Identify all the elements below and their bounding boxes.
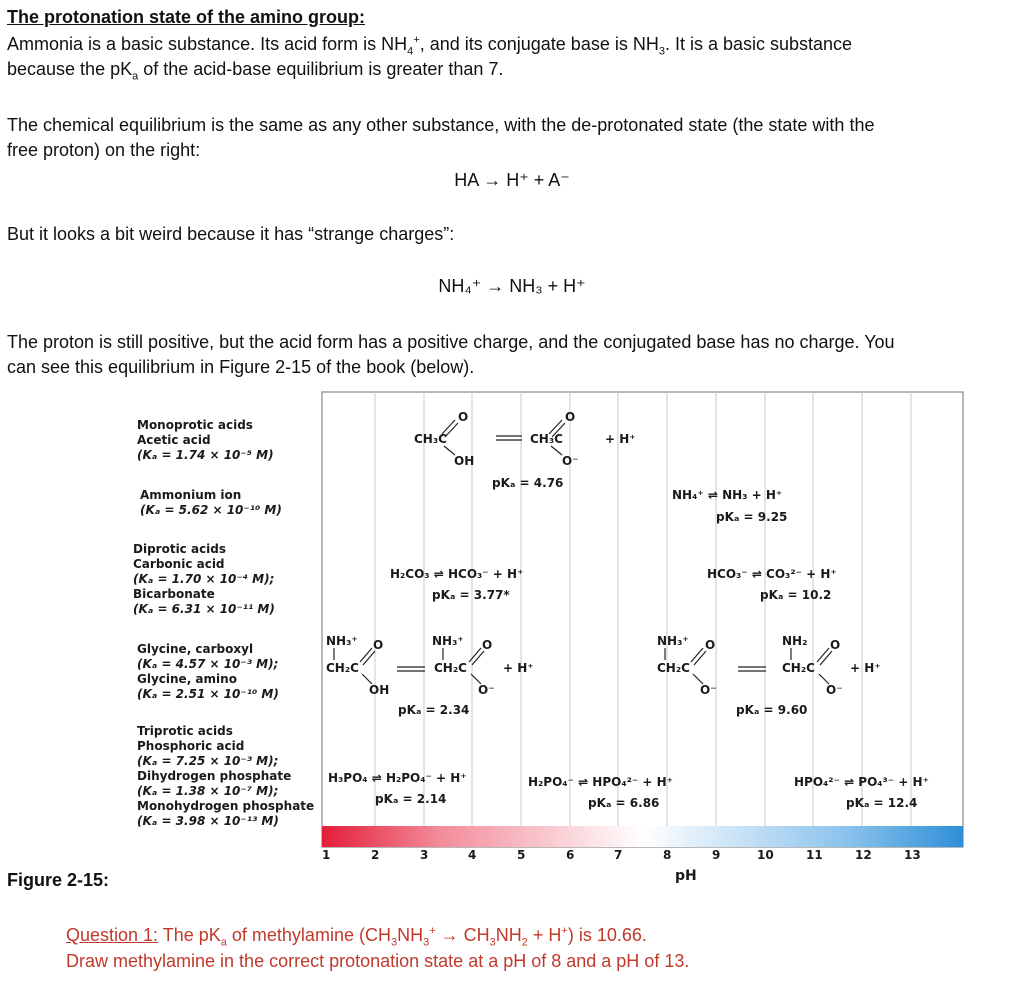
phosphoric-equation-2: H₂PO₄⁻ ⇌ HPO₄²⁻ + H⁺: [528, 775, 673, 789]
acetic-right-ch3c: CH₃C: [530, 432, 563, 446]
gly1-nh3: NH₃⁺: [326, 634, 358, 648]
acetic-right-o: O: [565, 410, 576, 424]
ph-tick: 11: [806, 848, 823, 862]
equation-ha: HA → H⁺ + A⁻: [454, 170, 570, 190]
ph-axis-label: pH: [675, 868, 697, 884]
phosphoric-equation-1: H₃PO₄ ⇌ H₂PO₄⁻ + H⁺: [328, 771, 467, 785]
gly1-ch2c: CH₂C: [326, 661, 359, 675]
ph-tick: 5: [517, 848, 526, 862]
gly-carboxyl-pka: pKₐ = 2.34: [398, 703, 470, 717]
acetic-left-o: O: [458, 410, 469, 424]
phosphoric-pka-2: pKₐ = 6.86: [588, 796, 660, 810]
bicarbonate-equation: HCO₃⁻ ⇌ CO₃²⁻ + H⁺: [707, 567, 837, 581]
ph-tick: 4: [468, 848, 477, 862]
gly3-o: O: [705, 638, 716, 652]
phosphoric-pka-3: pKₐ = 12.4: [846, 796, 918, 810]
paragraph-ammonia: Ammonia is a basic substance. Its acid form is $NH_4^+$, and its conjugate base is $NH_3$. It is a basic substance because the $pK_a$ of the acid-base equilibrium is greater than 7.: [7, 34, 853, 83]
label-ammonium: Ammonium ion (Kₐ = 5.62 × 10⁻¹⁰ M): [140, 488, 282, 517]
gly4-o: O: [830, 638, 841, 652]
label-diprotic: Diprotic acids Carbonic acid (Kₐ = 1.70 × 10⁻⁴ M); Bicarbonate (Kₐ = 6.31 × 10⁻¹¹ M): [133, 542, 275, 616]
ph-tick: 2: [371, 848, 380, 862]
gly4-ch2c: CH₂C: [782, 661, 815, 675]
ph-tick: 8: [663, 848, 672, 862]
gly2-ch2c: CH₂C: [434, 661, 467, 675]
gly2-nh3: NH₃⁺: [432, 634, 464, 648]
bicarbonate-pka: pKₐ = 10.2: [760, 588, 832, 602]
gly1-oh: OH: [369, 683, 390, 697]
question-1: Question 1: The $pK_a$ of methylamine $(CH_3NH_3^+ \to CH_3NH_2 + H^+)$ is 10.66. Draw methylamine in the correct protonation state at a pH of 8 and a pH of 13.: [66, 925, 690, 971]
ph-tick: 10: [757, 848, 774, 862]
phosphoric-pka-1: pKₐ = 2.14: [375, 792, 447, 806]
acetic-left-ch3c: CH₃C: [414, 432, 447, 446]
ammonium-pka: pKₐ = 9.25: [716, 510, 788, 524]
question-label: Question 1:: [66, 925, 159, 945]
paragraph-proton: The proton is still positive, but the acid form has a positive charge, and the conjugated base has no charge. You can see this equilibrium in Figure 2-15 of the book (below).: [7, 332, 895, 377]
label-glycine: Glycine, carboxyl (Kₐ = 4.57 × 10⁻³ M); Glycine, amino (Kₐ = 2.51 × 10⁻¹⁰ M): [137, 642, 279, 701]
gly2-o: O: [482, 638, 493, 652]
gly3-ominus: O⁻: [700, 683, 717, 697]
ph-tick: 7: [614, 848, 623, 862]
label-monoprotic: Monoprotic acids Acetic acid (Kₐ = 1.74 × 10⁻⁵ M): [137, 418, 274, 462]
gly4-ominus: O⁻: [826, 683, 843, 697]
carbonic-equation: H₂CO₃ ⇌ HCO₃⁻ + H⁺: [390, 567, 524, 581]
gly4-nh2: NH₂: [782, 634, 808, 648]
label-triprotic: Triprotic acids Phosphoric acid (Kₐ = 7.25 × 10⁻³ M); Dihydrogen phosphate (Kₐ = 1.38 × 10⁻⁷ M); Monohydrogen phosphate (Kₐ = 3.98 × 10⁻¹³ M): [137, 724, 315, 828]
paragraph-strange-charges: But it looks a bit weird because it has “strange charges”:: [7, 224, 455, 244]
ph-tick: 1: [322, 848, 331, 862]
acetic-pka: pKₐ = 4.76: [492, 476, 564, 490]
ammonium-equation: NH₄⁺ ⇌ NH₃ + H⁺: [672, 488, 783, 502]
gly4-plus-h: + H⁺: [850, 661, 881, 675]
acetic-ominus: O⁻: [562, 454, 579, 468]
acetic-plus-h: + H⁺: [605, 432, 636, 446]
gly2-plus-h: + H⁺: [503, 661, 534, 675]
equation-nh4: NH₄⁺ → NH₃ + H⁺: [438, 276, 586, 296]
figure-label: Figure 2-15:: [7, 870, 110, 890]
gly2-ominus: O⁻: [478, 683, 495, 697]
ph-tick: 9: [712, 848, 721, 862]
phosphoric-equation-3: HPO₄²⁻ ⇌ PO₄³⁻ + H⁺: [794, 775, 929, 789]
paragraph-equilibrium: The chemical equilibrium is the same as any other substance, with the de-protonated state (the state with the free proton) on the right:: [7, 115, 875, 160]
section-heading: The protonation state of the amino group:: [7, 7, 365, 27]
gly3-ch2c: CH₂C: [657, 661, 690, 675]
ph-tick: 13: [904, 848, 921, 862]
ph-tick: 12: [855, 848, 872, 862]
acetic-oh: OH: [454, 454, 475, 468]
ph-tick: 3: [420, 848, 429, 862]
carbonic-pka: pKₐ = 3.77*: [432, 588, 510, 602]
gly1-o: O: [373, 638, 384, 652]
ph-tick: 6: [566, 848, 575, 862]
gly3-nh3: NH₃⁺: [657, 634, 689, 648]
gly-amino-pka: pKₐ = 9.60: [736, 703, 808, 717]
